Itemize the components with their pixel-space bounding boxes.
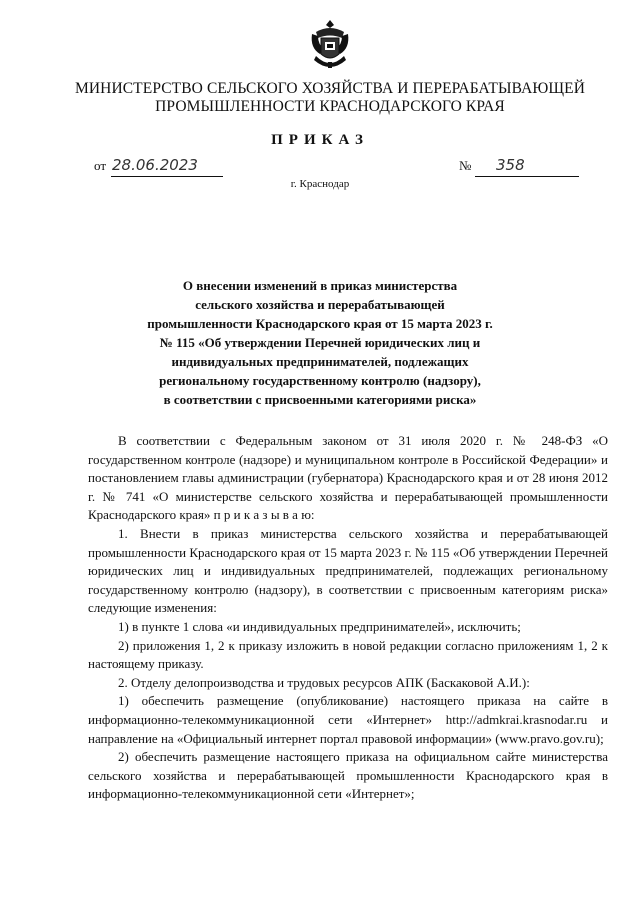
body-paragraph: 2) обеспечить размещение настоящего приказа на официальном сайте министерства сельского хозяйства и перерабатывающей промышленности Краснодарского края в информационно-телекоммуникационной сети «Интернет»;: [88, 749, 608, 802]
subject-line: в соответствии с присвоенными категориями риска»: [163, 392, 477, 407]
subject-line: № 115 «Об утверждении Перечней юридических лиц и: [159, 335, 481, 350]
coat-of-arms-icon: [308, 18, 352, 70]
ministry-line-1: МИНИСТЕРСТВО СЕЛЬСКОГО ХОЗЯЙСТВА И ПЕРЕРАБАТЫВАЮЩЕЙ: [74, 80, 585, 97]
body-paragraph: 1) обеспечить размещение (опубликование) настоящего приказа на сайте в информационно-телекоммуникационной сети «Интернет» http://admkrai.krasnodar.ru и направление на «Официальный интернет портал правовой информации» (www.pravo.gov.ru);: [88, 693, 608, 746]
body-paragraph: 2. Отделу делопроизводства и трудовых ресурсов АПК (Баскаковой А.И.):: [118, 674, 530, 690]
ministry-line-2: ПРОМЫШЛЕННОСТИ КРАСНОДАРСКОГО КРАЯ: [155, 98, 505, 115]
subject-line: промышленности Краснодарского края от 15 марта 2023 г.: [147, 316, 493, 331]
subject-line: индивидуальных предпринимателей, подлежащих: [171, 354, 469, 369]
body-paragraph: 2) приложения 1, 2 к приказу изложить в новой редакции согласно приложениям 1, 2 к настоящему приказу.: [88, 637, 608, 672]
subject-line: сельского хозяйства и перерабатывающей: [195, 297, 445, 312]
date-label: от: [94, 158, 107, 173]
number-value: 358: [496, 156, 525, 174]
date-value: 28.06.2023: [112, 156, 198, 174]
number-underline: [475, 176, 579, 177]
body-paragraph: 1) в пункте 1 слова «и индивидуальных предпринимателей», исключить;: [118, 618, 521, 634]
subject-line: О внесении изменений в приказ министерства: [182, 278, 458, 293]
ministry-name: [60, 80, 600, 116]
subject-line: региональному государственному контролю (надзору),: [159, 373, 481, 388]
body-paragraph: В соответствии с Федеральным законом от 31 июля 2020 г. № 248-ФЗ «О государственном контроле (надзоре) и муниципальном контроле в Российской Федерации» и постановлением главы администрации (губернатора) Краснодарского края и от 28 июня 2012 г. № 741 «О министерстве сельского хозяйства и перерабатывающей промышленности Краснодарского края» п р и к а з ы в а ю:: [88, 433, 608, 523]
document-type: ПРИКАЗ: [271, 132, 369, 148]
document-subject: [116, 276, 524, 409]
date-underline: [111, 176, 223, 177]
city-label: г. Краснодар: [290, 178, 350, 190]
body-paragraph: 1. Внести в приказ министерства сельского хозяйства и перерабатывающей промышленности Краснодарского края от 15 марта 2023 г. № 115 «Об утверждении Перечней юридических лиц и индивидуальных предпринимателей, подлежащих региональному государственному контролю (надзору), в соответствии с присвоенным категориям риска» следующие изменения:: [88, 525, 608, 616]
document-body: [88, 432, 608, 804]
number-label: №: [459, 158, 472, 173]
